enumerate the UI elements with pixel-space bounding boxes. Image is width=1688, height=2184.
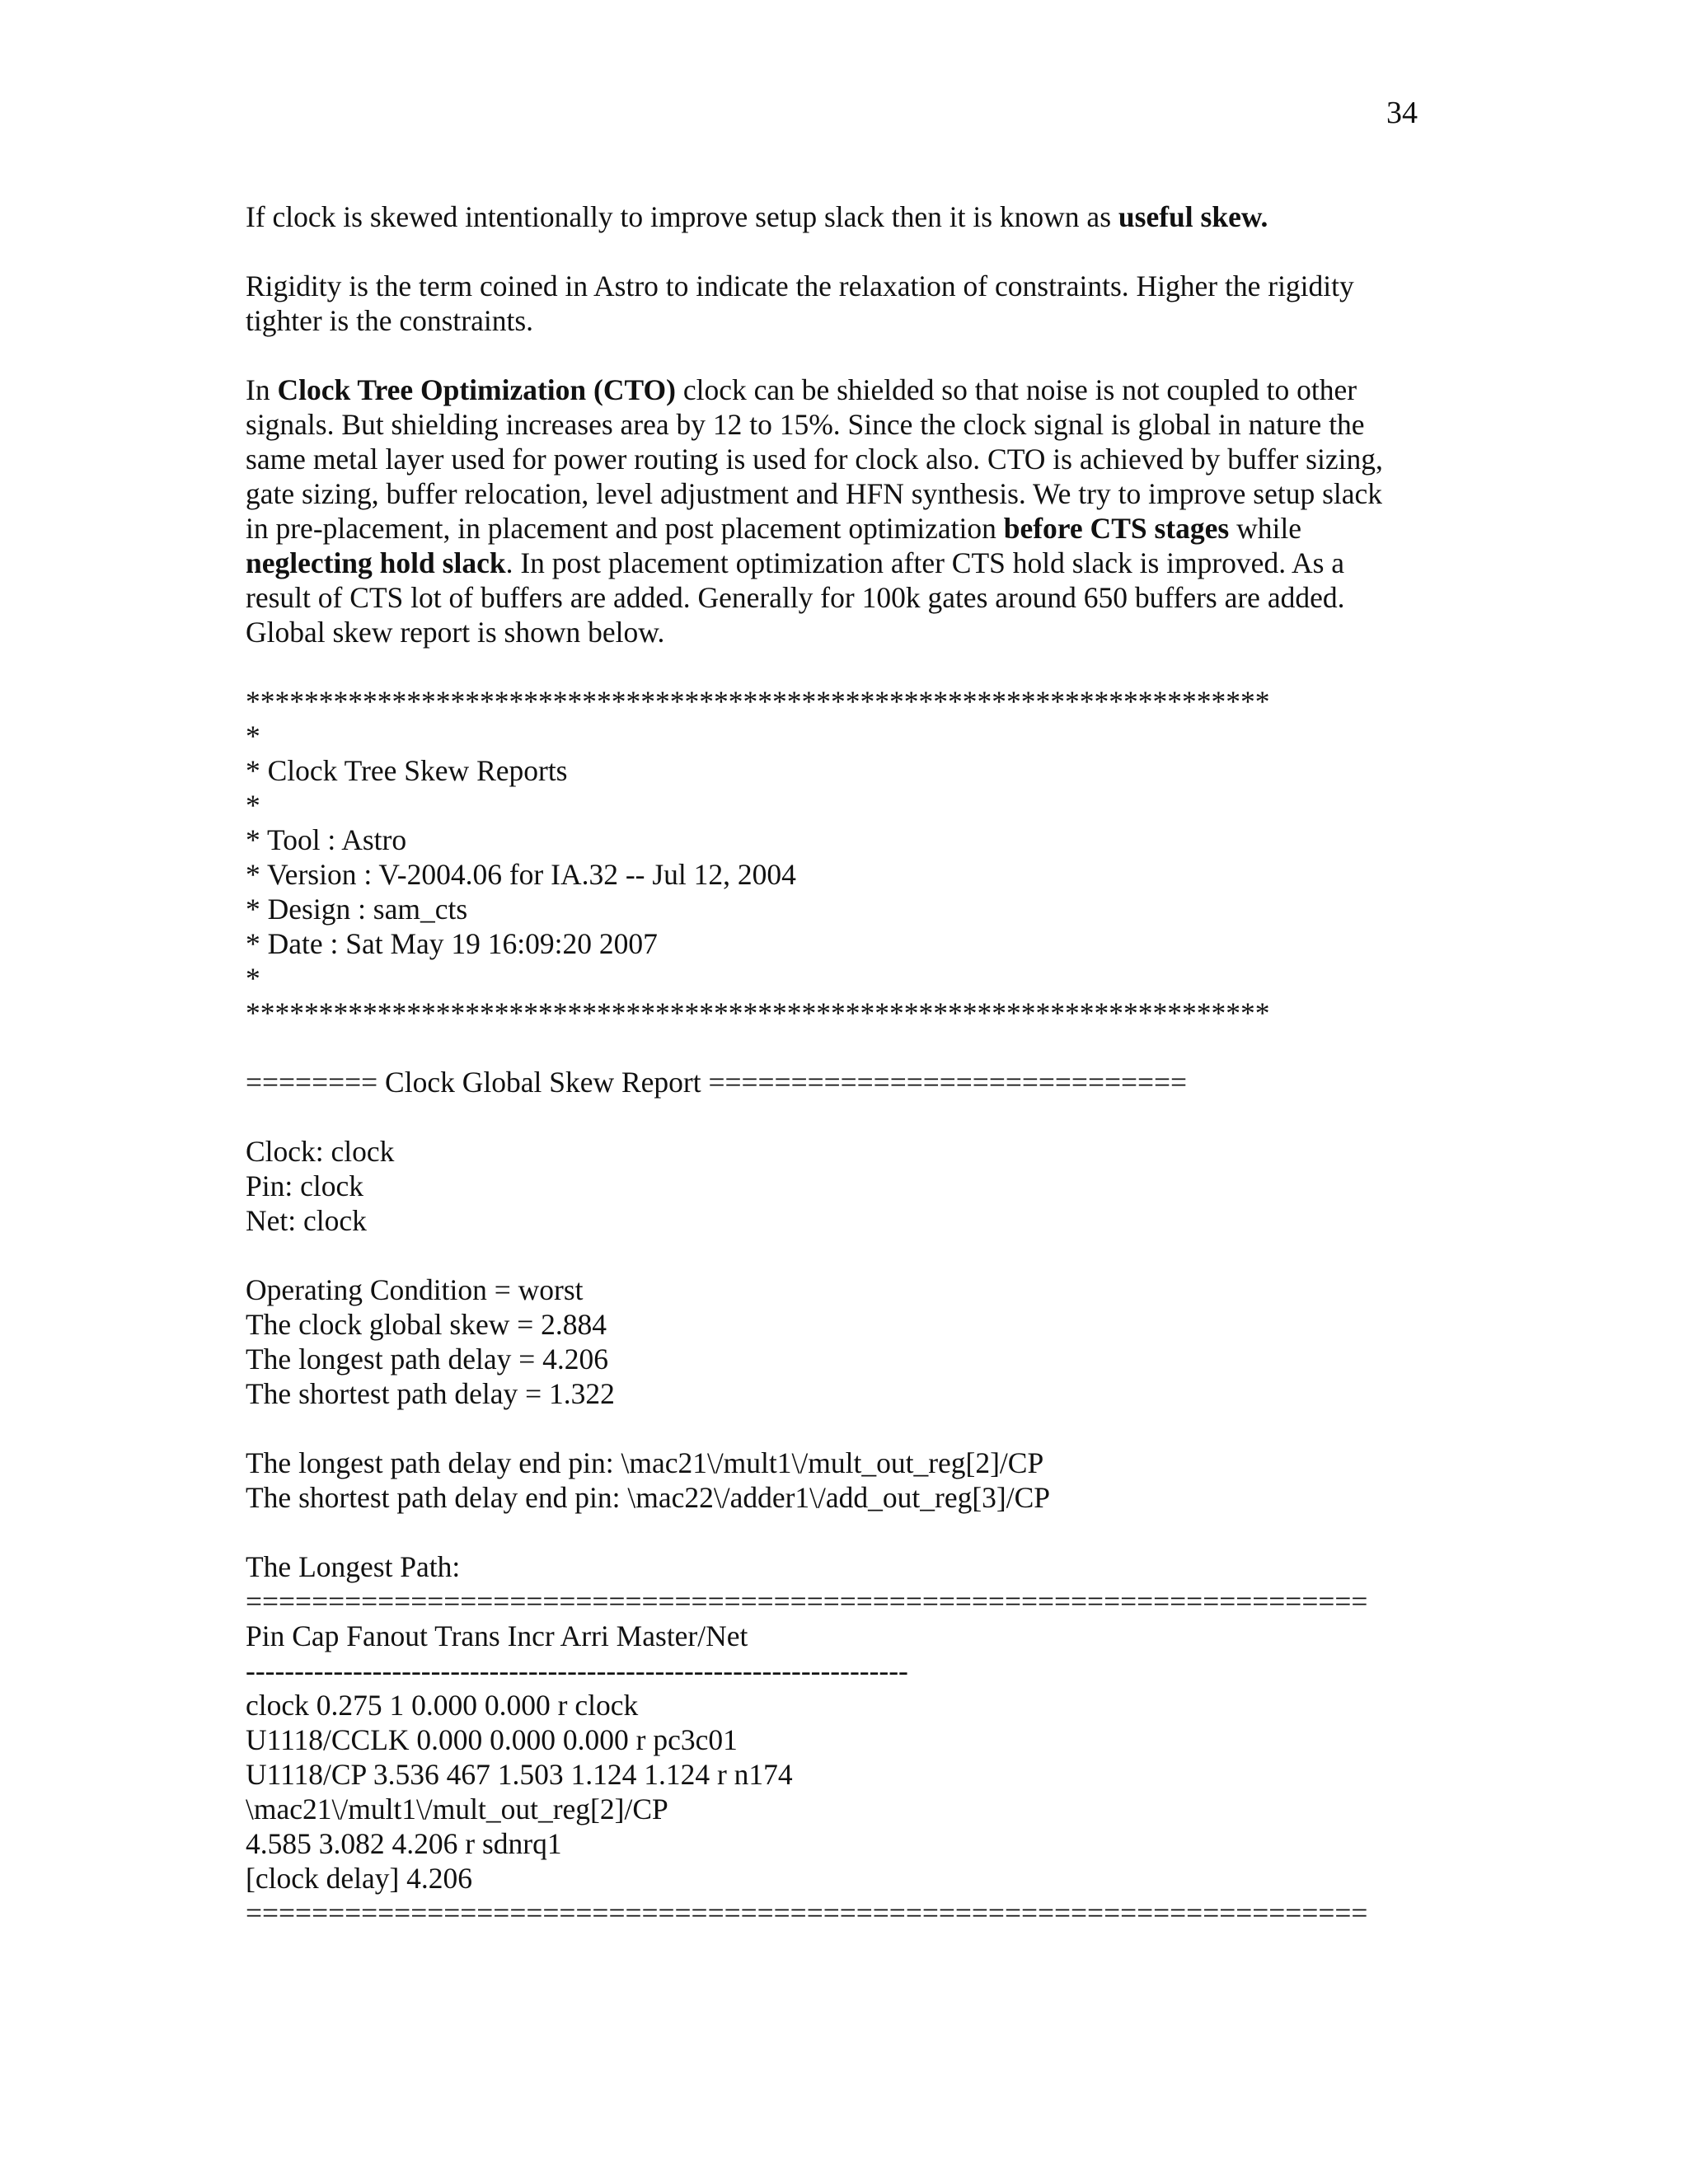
document-body (246, 199, 1432, 1930)
cto-line: In Clock Tree Optimization (CTO) clock can be shielded so that noise is not coupled to other (246, 373, 1357, 406)
report-header-line: * (246, 719, 260, 752)
clock-info-line: Pin: clock (246, 1169, 363, 1202)
useful-skew-text: If clock is skewed intentionally to improve setup slack then it is known as (246, 200, 1118, 233)
clock-info-line: Clock: clock (246, 1135, 395, 1168)
report-header-line: ********************************************************************** (246, 685, 1270, 718)
report-header-line: * Date : Sat May 19 16:09:20 2007 (246, 927, 658, 960)
cto-line: in pre-placement, in placement and post placement optimization before CTS stages while (246, 512, 1301, 545)
table-row: U1118/CCLK 0.000 0.000 0.000 r pc3c01 (246, 1723, 738, 1756)
report-header-line: ********************************************************************** (246, 996, 1270, 1029)
table-header: Pin Cap Fanout Trans Incr Arri Master/Net (246, 1619, 748, 1652)
paragraph-useful-skew (246, 199, 1432, 234)
page-number: 34 (1386, 96, 1418, 130)
paragraph-cto (246, 373, 1432, 649)
rigidity-line: Rigidity is the term coined in Astro to indicate the relaxation of constraints. Higher the rigidity (246, 269, 1354, 302)
table-row: clock 0.275 1 0.000 0.000 r clock (246, 1689, 639, 1722)
report-header-line: * Clock Tree Skew Reports (246, 754, 568, 787)
useful-skew-term: useful skew. (1118, 200, 1268, 233)
clock-info-line: Net: clock (246, 1204, 367, 1237)
clock-info (246, 1134, 1432, 1238)
cto-line: gate sizing, buffer relocation, level adjustment and HFN synthesis. We try to improve setup slack (246, 477, 1383, 510)
cto-line: signals. But shielding increases area by 12 to 15%. Since the clock signal is global in nature the (246, 408, 1365, 441)
cto-term: Clock Tree Optimization (CTO) (277, 373, 676, 406)
report-header (246, 684, 1432, 1030)
table-rule: -------------------------------------------------------------------- (246, 1654, 908, 1687)
report-header-line: * (246, 789, 260, 822)
skew-info-line: The shortest path delay = 1.322 (246, 1377, 615, 1410)
rigidity-line: tighter is the constraints. (246, 304, 534, 337)
cto-line: same metal layer used for power routing is used for clock also. CTO is achieved by buffer sizing, (246, 443, 1383, 476)
cto-line: Global skew report is shown below. (246, 616, 665, 649)
skew-info-line: The clock global skew = 2.884 (246, 1308, 607, 1341)
skew-info (246, 1272, 1432, 1411)
skew-info-line: Operating Condition = worst (246, 1273, 584, 1306)
paragraph-rigidity (246, 269, 1432, 338)
report-header-line: * Tool : Astro (246, 823, 407, 856)
table-rule: ==================================================================== (246, 1585, 1368, 1618)
table-row: U1118/CP 3.536 467 1.503 1.124 1.124 r n174 (246, 1758, 793, 1791)
end-pin-line: The shortest path delay end pin: \mac22\/adder1\/add_out_reg[3]/CP (246, 1481, 1051, 1514)
neglecting-hold-term: neglecting hold slack (246, 546, 506, 579)
cto-line: result of CTS lot of buffers are added. Generally for 100k gates around 650 buffers are added. (246, 581, 1345, 614)
cto-line: neglecting hold slack. In post placement optimization after CTS hold slack is improved. As a (246, 546, 1345, 579)
table-row: [clock delay] 4.206 (246, 1862, 473, 1895)
table-rule: ==================================================================== (246, 1896, 1368, 1929)
section-title-line: ======== Clock Global Skew Report ============================= (246, 1066, 1188, 1099)
longest-path-table (246, 1549, 1432, 1930)
section-title (246, 1065, 1432, 1099)
end-pin-line: The longest path delay end pin: \mac21\/mult1\/mult_out_reg[2]/CP (246, 1446, 1044, 1479)
before-cts-term: before CTS stages (1003, 512, 1230, 545)
report-header-line: * Version : V-2004.06 for IA.32 -- Jul 12, 2004 (246, 858, 796, 891)
report-header-line: * (246, 962, 260, 995)
longest-path-title: The Longest Path: (246, 1550, 461, 1583)
table-row: \mac21\/mult1\/mult_out_reg[2]/CP (246, 1793, 668, 1825)
skew-info-line: The longest path delay = 4.206 (246, 1343, 609, 1376)
report-header-line: * Design : sam_cts (246, 893, 468, 926)
end-pins (246, 1446, 1432, 1515)
table-row: 4.585 3.082 4.206 r sdnrq1 (246, 1827, 562, 1860)
